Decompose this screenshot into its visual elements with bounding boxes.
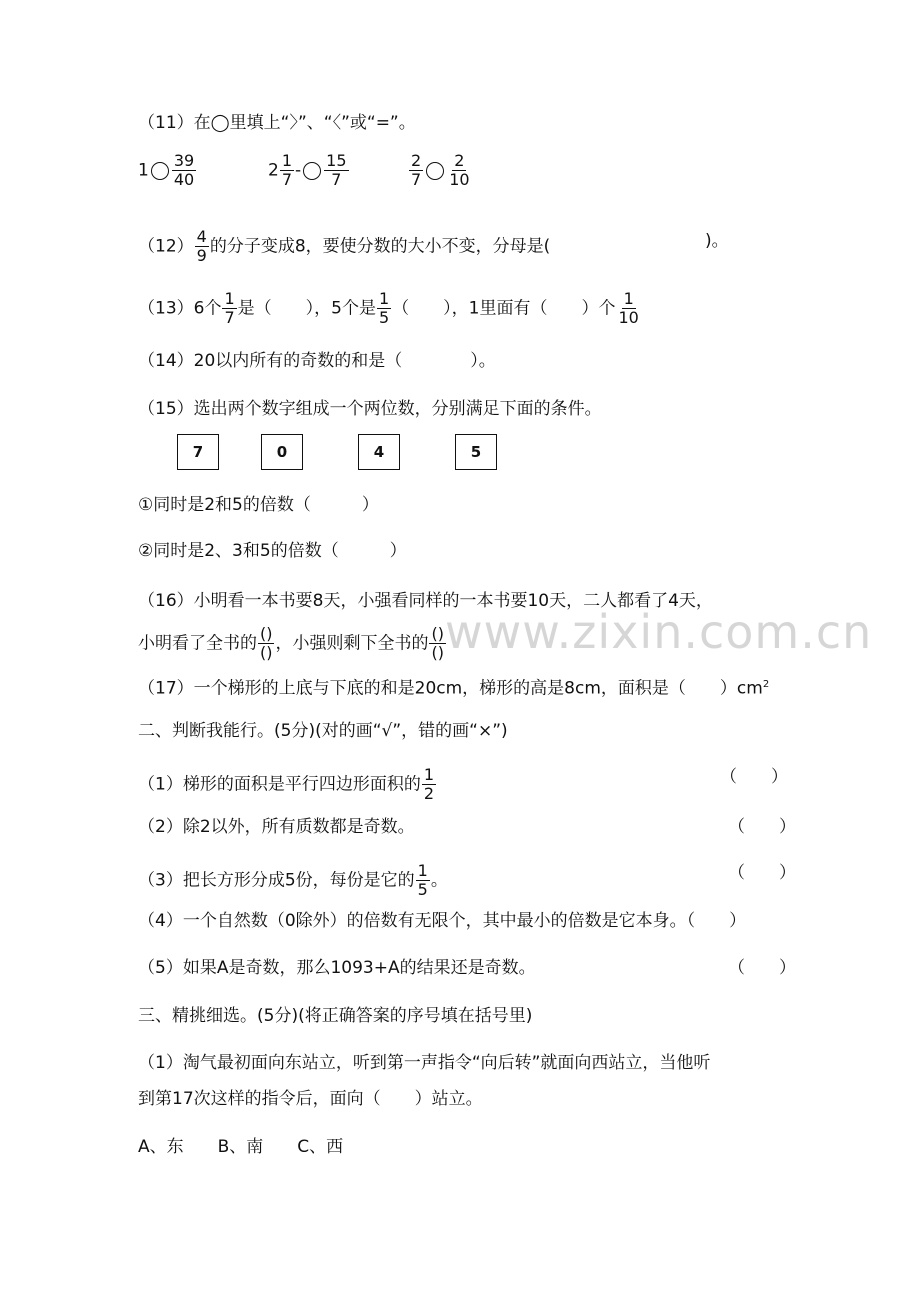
answer-paren[interactable]: （ ）: [728, 958, 796, 978]
answer-paren[interactable]: （ ）: [720, 767, 788, 787]
answer-paren[interactable]: （ ）: [728, 817, 796, 837]
q11-compare-a: 1 $\frac{39}{40}$: [138, 151, 195, 189]
q11-compare-c: $\frac{2}{7}$ $\frac{2}{10}$: [411, 151, 470, 189]
q12: （12） $\frac{4}{9}$ 的分子变成8，要使分数的大小不变，分母是(: [138, 227, 551, 265]
s2-item-2: （2）除2以外，所有质数都是奇数。: [138, 817, 415, 837]
digit-card: 7: [177, 434, 219, 470]
answer-paren[interactable]: （ ）: [728, 863, 796, 883]
q16-line1: （16）小明看一本书要8天，小强看同样的一本书要10天，二人都看了4天，: [138, 591, 713, 611]
s2-item-5: （5）如果A是奇数，那么1093+A的结果还是奇数。: [138, 958, 536, 978]
q17: （17）一个梯形的上底与下底的和是20cm，梯形的高是8cm，面积是（ ）$cm^2$: [138, 678, 770, 699]
q11-text: （11）在◯里填上“〉”、“〈”或“=”。: [138, 113, 416, 133]
q15: （15）选出两个数字组成一个两位数，分别满足下面的条件。: [138, 399, 602, 419]
q13: （13）6个 $\frac{1}{7}$ 是（ ），5个是 $\frac{1}{5}$ （ ），1里面有（ ）个 $\frac{1}{10}$: [138, 289, 639, 327]
s2-item-1: （1）梯形的面积是平行四边形面积的 $\frac{1}{2}$: [138, 765, 435, 803]
compare-circle[interactable]: [426, 162, 444, 180]
digit-card: 5: [455, 434, 497, 470]
section-3-title: 三、精挑细选。(5分)(将正确答案的序号填在括号里): [138, 1006, 533, 1026]
s2-item-3: （3）把长方形分成5份，每份是它的 $\frac{1}{5}$ 。: [138, 861, 448, 899]
q11-compare-b: 2 $\frac{1}{7}$ - $\frac{15}{7}$: [268, 151, 347, 189]
watermark: www.zixin.com.cn: [445, 605, 873, 659]
section-2-title: 二、判断我能行。(5分)(对的画“√”，错的画“×”): [138, 721, 508, 741]
q15-sub2: ②同时是2、3和5的倍数（ ）: [138, 541, 407, 561]
q12-close: )。: [705, 231, 729, 251]
q16-line2: 小明看了全书的 $\frac{()}{()}$ ，小强则剩下全书的 $\frac{()}{()}$: [138, 624, 444, 662]
q14: （14）20以内所有的奇数的和是（ ）。: [138, 351, 496, 371]
compare-circle[interactable]: [151, 162, 169, 180]
digit-card: 0: [261, 434, 303, 470]
q15-sub1: ①同时是2和5的倍数（ ）: [138, 495, 379, 515]
s2-item-4: （4）一个自然数（0除外）的倍数有无限个，其中最小的倍数是它本身。（ ）: [138, 911, 747, 931]
digit-card: 4: [358, 434, 400, 470]
s3-q1-line1: （1）淘气最初面向东站立，听到第一声指令“向后转”就面向西站立，当他听: [138, 1053, 711, 1073]
s3-q1-line2: 到第17次这样的指令后，面向（ ）站立。: [138, 1089, 483, 1109]
s3-options: A、东 B、南 C、西: [138, 1137, 344, 1157]
compare-circle[interactable]: [303, 162, 321, 180]
